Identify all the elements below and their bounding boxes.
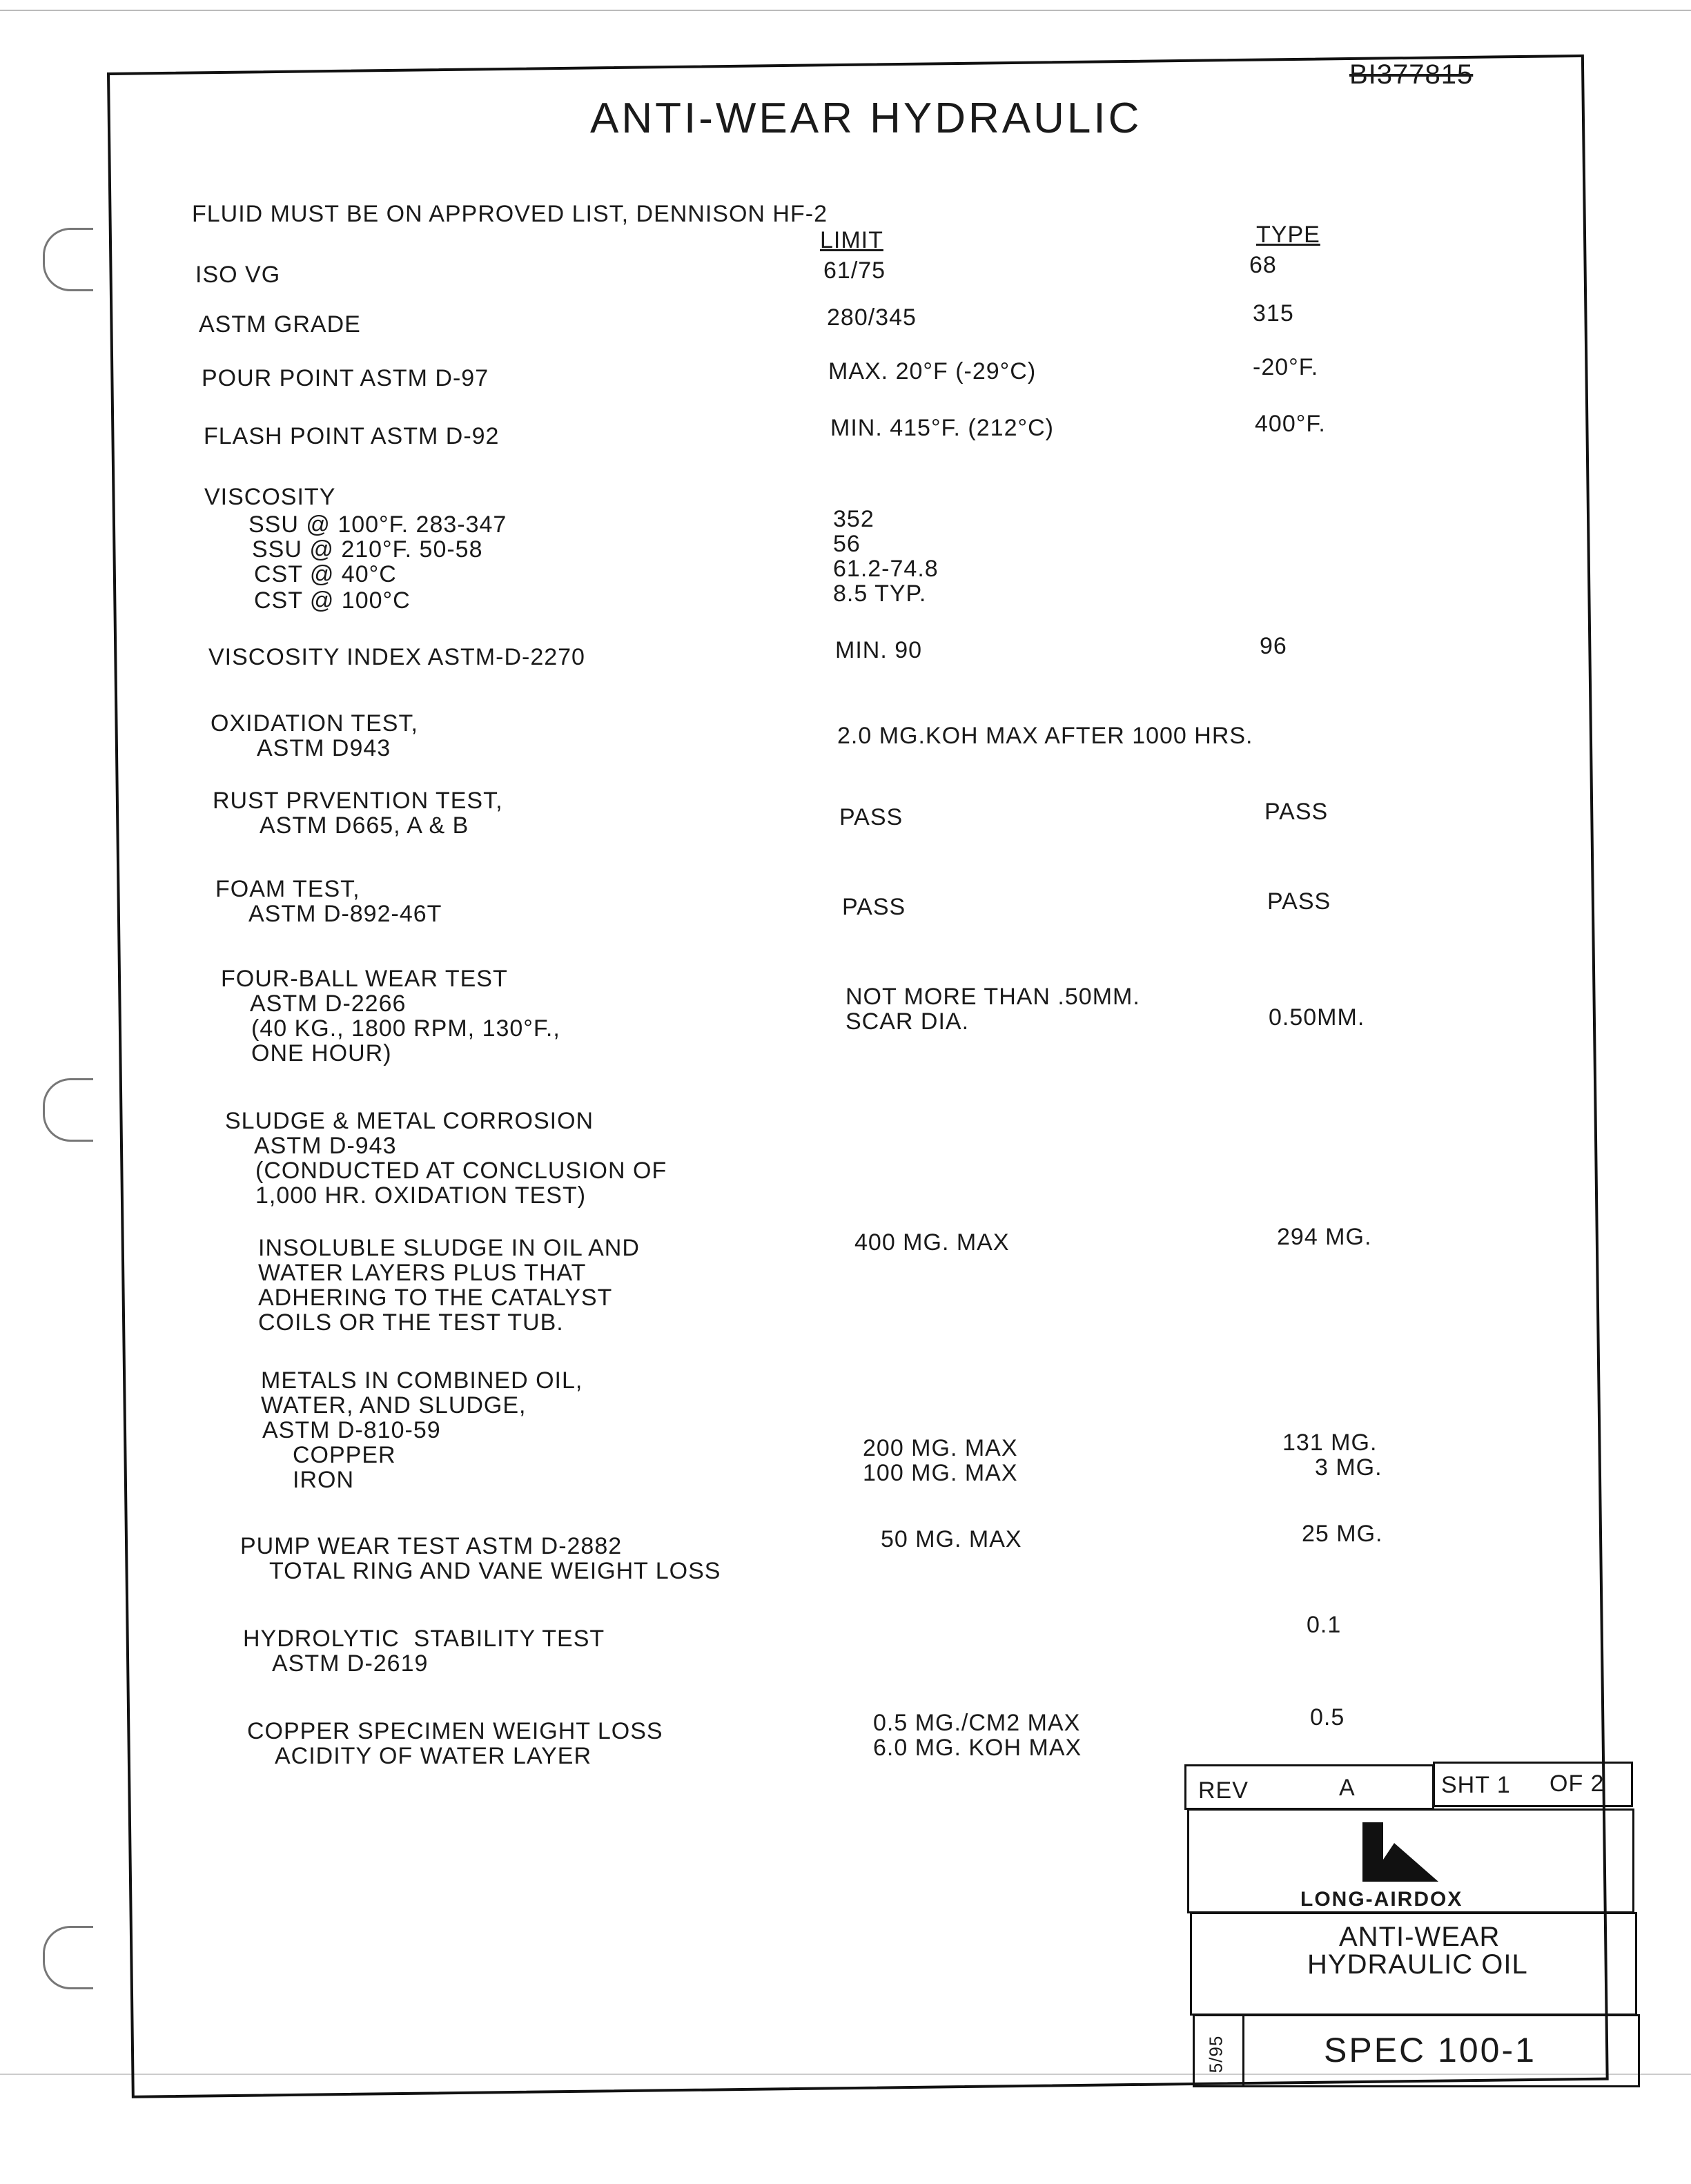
iso-vg-type: 68 (1249, 252, 1277, 278)
rust-test-label: RUST PRVENTION TEST, (213, 788, 503, 814)
four-ball-method: ASTM D-2266 (250, 991, 407, 1017)
four-ball-duration: ONE HOUR) (251, 1040, 392, 1066)
pump-wear-limit: 50 MG. MAX (881, 1526, 1022, 1552)
metals-copper-limit: 200 MG. MAX (863, 1435, 1018, 1461)
insoluble-sludge-line-4: COILS OR THE TEST TUB. (258, 1309, 564, 1336)
insoluble-sludge-limit: 400 MG. MAX (854, 1229, 1010, 1256)
spec-number: SPEC 100-1 (1324, 2031, 1536, 2069)
page-title: ANTI-WEAR HYDRAULIC (590, 95, 1142, 142)
viscosity-cst-100: CST @ 100°C (254, 587, 411, 614)
type-header: TYPE (1256, 222, 1320, 248)
sheet-number: SHT 1 (1441, 1772, 1511, 1798)
acidity-water-label: ACIDITY OF WATER LAYER (275, 1743, 592, 1769)
four-ball-limit-2: SCAR DIA. (845, 1008, 970, 1035)
foam-test-label: FOAM TEST, (215, 876, 360, 902)
four-ball-label: FOUR-BALL WEAR TEST (221, 966, 508, 992)
pump-wear-label: PUMP WEAR TEST ASTM D-2882 (240, 1533, 623, 1559)
limit-header: LIMIT (820, 227, 883, 253)
punch-hole-bottom (43, 1926, 93, 1989)
oxidation-test-method: ASTM D943 (257, 735, 391, 761)
oxidation-test-label: OXIDATION TEST, (211, 710, 418, 737)
revision-date: 5/95 (1205, 2035, 1226, 2074)
metals-line-2: WATER, AND SLUDGE, (261, 1392, 527, 1418)
copper-specimen-limit: 0.5 MG./CM2 MAX (873, 1710, 1081, 1736)
metals-iron-limit: 100 MG. MAX (863, 1460, 1018, 1486)
sludge-note-1: (CONDUCTED AT CONCLUSION OF (255, 1158, 667, 1184)
pour-point-limit: MAX. 20°F (-29°C) (828, 358, 1037, 384)
punch-hole-top (43, 228, 93, 291)
hydrolytic-type: 0.1 (1307, 1612, 1342, 1638)
pump-wear-type: 25 MG. (1302, 1521, 1383, 1547)
four-ball-limit-1: NOT MORE THAN .50MM. (845, 984, 1140, 1010)
description-line-2: HYDRAULIC OIL (1307, 1949, 1528, 1980)
flash-point-label: FLASH POINT ASTM D-92 (204, 423, 500, 449)
metals-iron-type: 3 MG. (1315, 1454, 1382, 1481)
viscosity-value-2: 56 (833, 531, 861, 557)
viscosity-value-3: 61.2-74.8 (833, 556, 939, 582)
metals-copper-type: 131 MG. (1282, 1430, 1378, 1456)
oxidation-test-limit: 2.0 MG.KOH MAX AFTER 1000 HRS. (837, 723, 1253, 749)
flash-point-limit: MIN. 415°F. (212°C) (830, 415, 1054, 441)
rev-label: REV (1198, 1777, 1249, 1804)
flash-point-type: 400°F. (1255, 411, 1326, 437)
hydrolytic-label: HYDROLYTIC STABILITY TEST (243, 1626, 605, 1652)
rust-test-type: PASS (1264, 799, 1329, 825)
scan-edge-top (0, 10, 1691, 11)
rust-test-limit: PASS (839, 804, 903, 830)
long-airdox-logo-icon (1353, 1821, 1470, 1884)
astm-grade-label: ASTM GRADE (199, 311, 361, 338)
company-name: LONG-AIRDOX (1300, 1888, 1463, 1911)
viscosity-ssu-100: SSU @ 100°F. 283-347 (248, 511, 507, 538)
four-ball-conditions: (40 KG., 1800 RPM, 130°F., (251, 1015, 560, 1042)
viscosity-index-label: VISCOSITY INDEX ASTM-D-2270 (208, 644, 585, 670)
astm-grade-type: 315 (1253, 300, 1294, 326)
sludge-note-2: 1,000 HR. OXIDATION TEST) (255, 1182, 587, 1209)
punch-hole-middle (43, 1078, 93, 1142)
four-ball-type: 0.50MM. (1269, 1004, 1365, 1031)
metals-iron: IRON (293, 1467, 354, 1493)
title-block-date-divider (1242, 2016, 1244, 2086)
pour-point-type: -20°F. (1253, 354, 1319, 380)
hydrolytic-method: ASTM D-2619 (272, 1650, 429, 1677)
insoluble-sludge-line-2: WATER LAYERS PLUS THAT (258, 1260, 587, 1286)
astm-grade-limit: 280/345 (827, 304, 917, 331)
metals-method: ASTM D-810-59 (262, 1417, 441, 1443)
viscosity-cst-40: CST @ 40°C (254, 561, 397, 587)
viscosity-value-4: 8.5 TYP. (833, 581, 927, 607)
foam-test-method: ASTM D-892-46T (248, 901, 442, 927)
iso-vg-limit: 61/75 (823, 257, 886, 284)
pump-wear-note: TOTAL RING AND VANE WEIGHT LOSS (269, 1558, 721, 1584)
copper-specimen-type: 0.5 (1310, 1704, 1345, 1730)
foam-test-type: PASS (1267, 888, 1331, 915)
sludge-label: SLUDGE & METAL CORROSION (225, 1108, 594, 1134)
viscosity-index-type: 96 (1260, 633, 1287, 659)
pour-point-label: POUR POINT ASTM D-97 (202, 365, 489, 391)
foam-test-limit: PASS (842, 894, 906, 920)
sheet-total: OF 2 (1550, 1771, 1605, 1797)
insoluble-sludge-type: 294 MG. (1277, 1224, 1372, 1250)
viscosity-value-1: 352 (833, 506, 874, 532)
document-number: BI377815 (1349, 59, 1474, 90)
viscosity-index-limit: MIN. 90 (835, 637, 923, 663)
viscosity-label: VISCOSITY (204, 484, 336, 510)
iso-vg-label: ISO VG (195, 262, 281, 288)
insoluble-sludge-line-3: ADHERING TO THE CATALYST (258, 1285, 613, 1311)
sludge-method: ASTM D-943 (254, 1133, 397, 1159)
viscosity-ssu-210: SSU @ 210°F. 50-58 (252, 536, 483, 563)
insoluble-sludge-line-1: INSOLUBLE SLUDGE IN OIL AND (258, 1235, 640, 1261)
rust-test-method: ASTM D665, A & B (260, 812, 469, 839)
intro-text: FLUID MUST BE ON APPROVED LIST, DENNISON HF-2 (192, 201, 828, 227)
copper-specimen-label: COPPER SPECIMEN WEIGHT LOSS (247, 1718, 663, 1744)
metals-copper: COPPER (293, 1442, 396, 1468)
acidity-water-limit: 6.0 MG. KOH MAX (873, 1735, 1082, 1761)
rev-value: A (1339, 1775, 1356, 1801)
description-line-1: ANTI-WEAR (1339, 1922, 1501, 1952)
metals-line-1: METALS IN COMBINED OIL, (261, 1367, 583, 1394)
